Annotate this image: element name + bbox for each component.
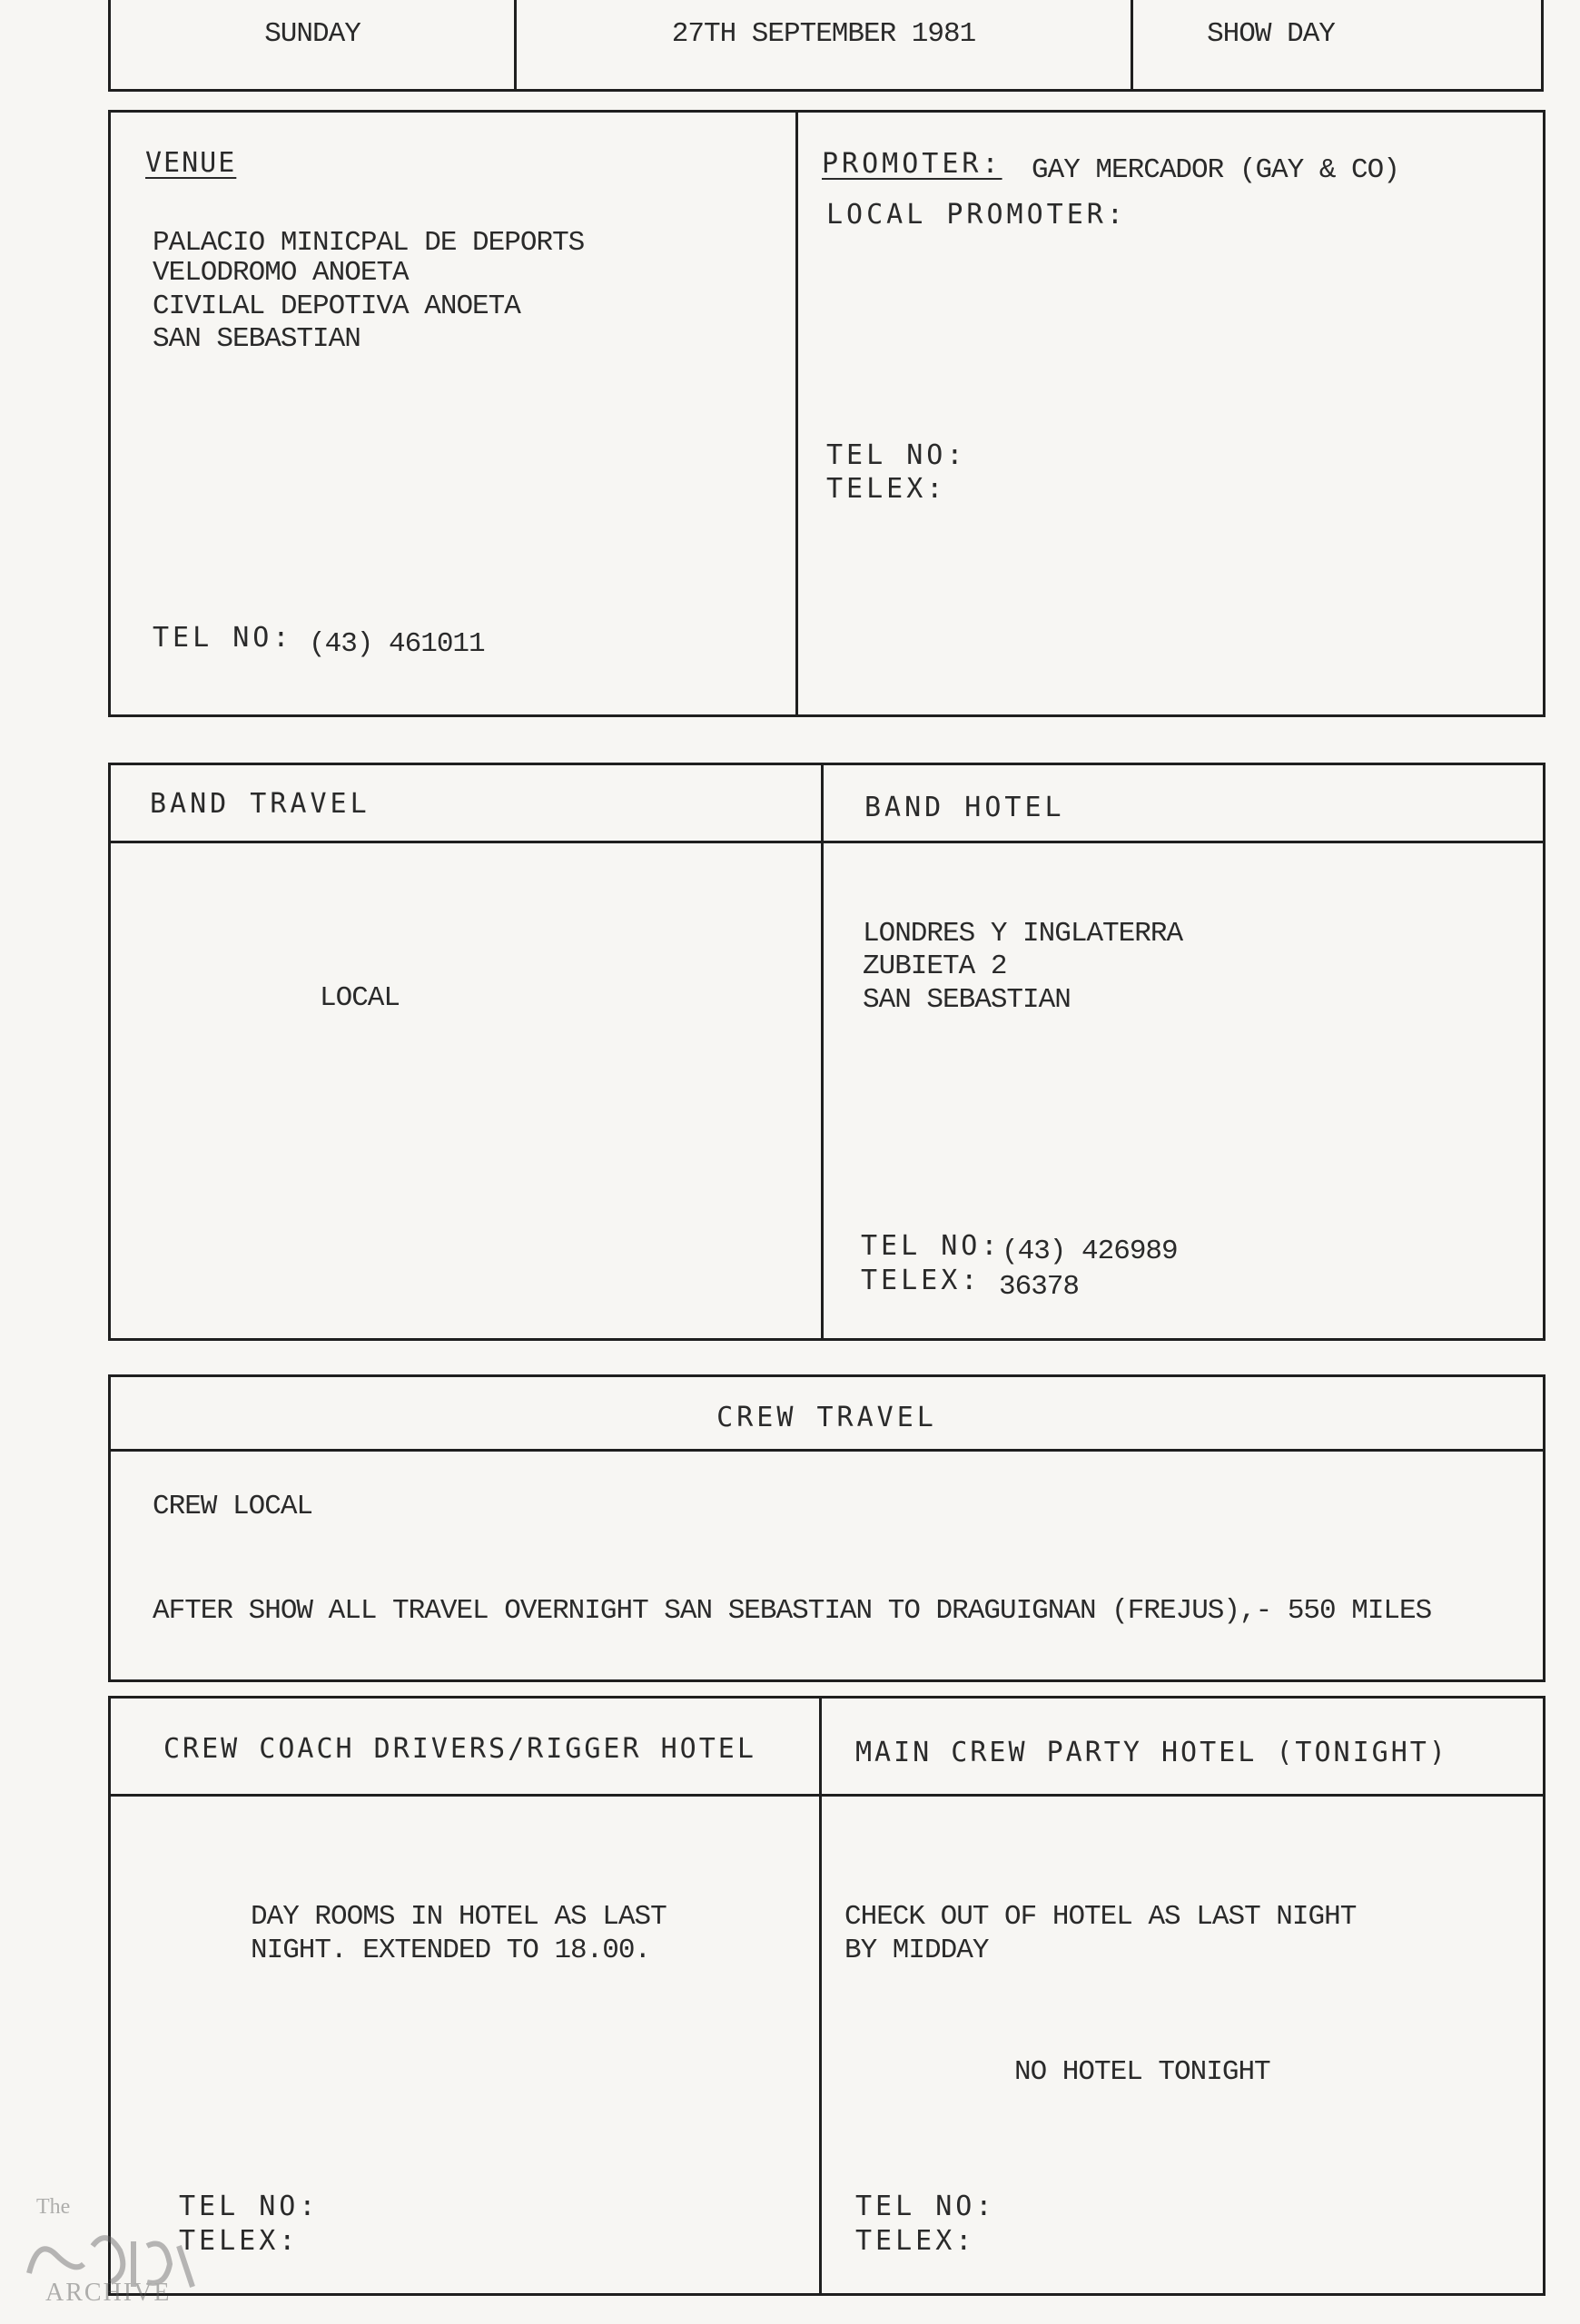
venue-tel-label: TEL NO: bbox=[153, 622, 293, 654]
band-hotel-label: BAND HOTEL bbox=[864, 792, 1065, 823]
venue-tel-value: (43) 461011 bbox=[309, 628, 485, 660]
venue-line-2: VELODROMO ANOETA bbox=[153, 257, 409, 289]
local-promoter-label: LOCAL PROMOTER: bbox=[826, 199, 1127, 231]
main-crew-hotel-note: NO HOTEL TONIGHT bbox=[1014, 2056, 1270, 2088]
venue-line-3: CIVILAL DEPOTIVA ANOETA bbox=[153, 290, 520, 322]
crew-travel-label: CREW TRAVEL bbox=[716, 1402, 937, 1433]
watermark-archive: ARCHIVE bbox=[45, 2279, 172, 2307]
header-type: SHOW DAY bbox=[1207, 18, 1335, 50]
band-hotel-line-2: ZUBIETA 2 bbox=[863, 950, 1007, 982]
venue-line-1: PALACIO MINICPAL DE DEPORTS bbox=[153, 227, 585, 259]
coach-hotel-line-2: NIGHT. EXTENDED TO 18.00. bbox=[251, 1935, 651, 1966]
header-day: SUNDAY bbox=[264, 18, 360, 50]
coach-hotel-telex-label: TELEX: bbox=[179, 2225, 300, 2257]
watermark-the: The bbox=[36, 2195, 71, 2219]
band-hotel-telex-value: 36378 bbox=[999, 1271, 1080, 1303]
main-crew-hotel-line-1: CHECK OUT OF HOTEL AS LAST NIGHT bbox=[844, 1901, 1357, 1933]
venue-label: VENUE bbox=[145, 147, 237, 179]
main-crew-hotel-line-2: BY MIDDAY bbox=[844, 1935, 989, 1966]
band-travel-value: LOCAL bbox=[320, 982, 400, 1014]
archive-watermark-logo bbox=[20, 2195, 211, 2313]
crew-travel-line-1: CREW LOCAL bbox=[153, 1491, 313, 1522]
promoter-label: PROMOTER: bbox=[822, 148, 1002, 180]
main-crew-hotel-telex-label: TELEX: bbox=[855, 2225, 976, 2257]
coach-hotel-tel-label: TEL NO: bbox=[179, 2191, 320, 2222]
band-hotel-tel-label: TEL NO: bbox=[861, 1230, 1002, 1262]
main-crew-hotel-tel-label: TEL NO: bbox=[855, 2191, 996, 2222]
coach-hotel-label: CREW COACH DRIVERS/RIGGER HOTEL bbox=[163, 1733, 756, 1765]
band-travel-label: BAND TRAVEL bbox=[150, 788, 370, 820]
promoter-telex-label: TELEX: bbox=[826, 473, 947, 505]
band-hotel-telex-label: TELEX: bbox=[861, 1265, 982, 1296]
band-hotel-tel-value: (43) 426989 bbox=[1002, 1236, 1178, 1267]
coach-hotel-line-1: DAY ROOMS IN HOTEL AS LAST bbox=[251, 1901, 667, 1933]
promoter-value: GAY MERCADOR (GAY & CO) bbox=[1032, 154, 1399, 186]
venue-line-4: SAN SEBASTIAN bbox=[153, 323, 360, 355]
crew-travel-line-2: AFTER SHOW ALL TRAVEL OVERNIGHT SAN SEBASTIAN TO DRAGUIGNAN (FREJUS),- 550 MILES bbox=[153, 1595, 1432, 1627]
band-hotel-line-1: LONDRES Y INGLATERRA bbox=[863, 918, 1183, 950]
main-crew-hotel-label: MAIN CREW PARTY HOTEL (TONIGHT) bbox=[855, 1737, 1448, 1768]
promoter-tel-label: TEL NO: bbox=[826, 439, 967, 471]
header-date: 27TH SEPTEMBER 1981 bbox=[671, 18, 976, 50]
band-hotel-line-3: SAN SEBASTIAN bbox=[863, 984, 1071, 1016]
